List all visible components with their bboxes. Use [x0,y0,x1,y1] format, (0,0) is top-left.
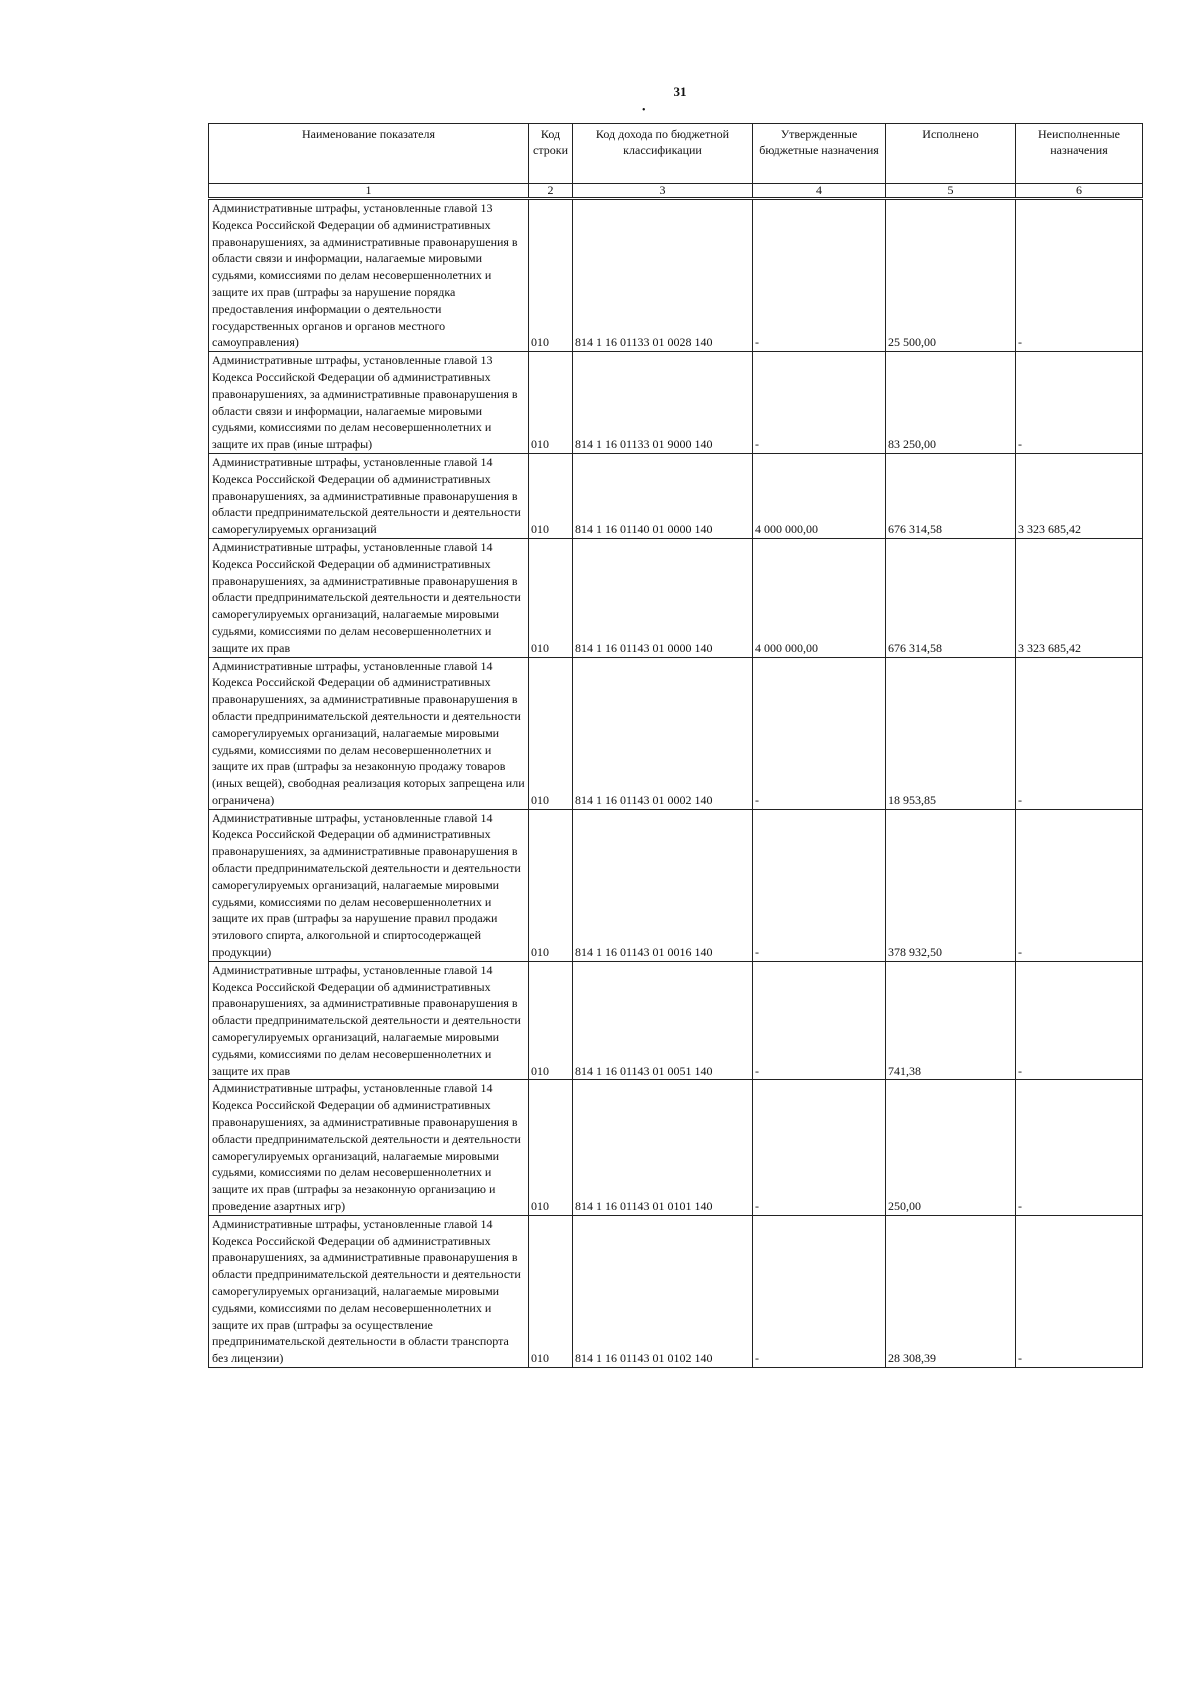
executed-amount: 741,38 [886,961,1016,1080]
line-code: 010 [529,352,573,454]
table-row [209,961,1143,1080]
column-number-row [209,184,1143,199]
executed-amount: 676 314,58 [886,538,1016,657]
column-number: 2 [529,184,573,199]
line-code: 010 [529,657,573,809]
indicator-name [209,809,529,961]
indicator-name [209,1215,529,1367]
approved-amount: - [753,657,886,809]
unexecuted-amount: - [1016,199,1143,352]
indicator-name [209,352,529,454]
unexecuted-amount: - [1016,657,1143,809]
header-row [209,124,1143,184]
unexecuted-amount: - [1016,352,1143,454]
approved-amount: - [753,809,886,961]
indicator-name-text: Административные штрафы, установленные главой 14 Кодекса Российской Федерации об административных правонарушениях, за административные правонарушения в области предпринимательской деятельности и деятельности саморегулируемых организаций, налагаемые мировыми судьями, комиссиями по делам несовершеннолетних и защите их прав [212,962,521,1078]
line-code: 010 [529,199,573,352]
indicator-name-text: Административные штрафы, установленные главой 14 Кодекса Российской Федерации об административных правонарушениях, за административные правонарушения в области предпринимательской деятельности и деятельности саморегулируемых организаций, налагаемые мировыми судьями, комиссиями по делам несовершеннолетних и защите их прав (штрафы за незаконную продажу товаров (иных вещей), свободная реализация которых запрещена или ограничена) [212,658,525,807]
unexecuted-amount: - [1016,809,1143,961]
executed-amount: 28 308,39 [886,1215,1016,1367]
executed-amount: 25 500,00 [886,199,1016,352]
indicator-name [209,961,529,1080]
line-code: 010 [529,538,573,657]
unexecuted-amount: - [1016,961,1143,1080]
scan-dot: • [642,105,646,116]
income-code: 814 1 16 01143 01 0002 140 [573,657,753,809]
line-code: 010 [529,1080,573,1215]
header-executed: Исполнено [886,124,1016,184]
column-number: 1 [209,184,529,199]
header-unexecuted: Неисполненные назначения [1016,124,1143,184]
income-code: 814 1 16 01133 01 0028 140 [573,199,753,352]
unexecuted-amount: 3 323 685,42 [1016,538,1143,657]
income-code: 814 1 16 01143 01 0000 140 [573,538,753,657]
executed-amount: 83 250,00 [886,352,1016,454]
approved-amount: - [753,1215,886,1367]
line-code: 010 [529,961,573,1080]
executed-amount: 250,00 [886,1080,1016,1215]
table-row [209,538,1143,657]
indicator-name [209,453,529,538]
table-row [209,453,1143,538]
table-row [209,809,1143,961]
header-indicator-name: Наименование показателя [209,124,529,184]
approved-amount: - [753,199,886,352]
indicator-name [209,199,529,352]
table-row [209,352,1143,454]
header-approved: Утвержденные бюджетные назначения [753,124,886,184]
executed-amount: 378 932,50 [886,809,1016,961]
indicator-name-text: Административные штрафы, установленные главой 14 Кодекса Российской Федерации об административных правонарушениях, за административные правонарушения в области предпринимательской деятельности и деятельности саморегулируемых организаций, налагаемые мировыми судьями, комиссиями по делам несовершеннолетних и защите их прав (штрафы за осуществление предпринимательской деятельности в области транспорта без лицензии) [212,1216,521,1366]
table-row [209,199,1143,352]
column-number: 4 [753,184,886,199]
column-number: 3 [573,184,753,199]
approved-amount: - [753,1080,886,1215]
unexecuted-amount: - [1016,1215,1143,1367]
approved-amount: 4 000 000,00 [753,453,886,538]
table-row [209,1215,1143,1367]
header-line-code: Код строки [529,124,573,184]
unexecuted-amount: - [1016,1080,1143,1215]
indicator-name-text: Административные штрафы, установленные главой 14 Кодекса Российской Федерации об административных правонарушениях, за административные правонарушения в области предпринимательской деятельности и деятельности саморегулируемых организаций, налагаемые мировыми судьями, комиссиями по делам несовершеннолетних и защите их прав [212,539,521,655]
indicator-name-text: Административные штрафы, установленные главой 14 Кодекса Российской Федерации об административных правонарушениях, за административные правонарушения в области предпринимательской деятельности и деятельности саморегулируемых организаций [212,454,521,537]
column-number: 6 [1016,184,1143,199]
indicator-name [209,1080,529,1215]
line-code: 010 [529,1215,573,1367]
income-code: 814 1 16 01133 01 9000 140 [573,352,753,454]
line-code: 010 [529,453,573,538]
line-code: 010 [529,809,573,961]
indicator-name-text: Административные штрафы, установленные главой 13 Кодекса Российской Федерации об административных правонарушениях, за административные правонарушения в области связи и информации, налагаемые мировыми судьями, комиссиями по делам несовершеннолетних и защите их прав (штрафы за нарушение порядка предоставления информации о деятельности государственных органов и органов местного самоуправления) [212,201,518,350]
table-row [209,657,1143,809]
income-code: 814 1 16 01143 01 0101 140 [573,1080,753,1215]
indicator-name-text: Административные штрафы, установленные главой 14 Кодекса Российской Федерации об административных правонарушениях, за административные правонарушения в области предпринимательской деятельности и деятельности саморегулируемых организаций, налагаемые мировыми судьями, комиссиями по делам несовершеннолетних и защите их прав (штрафы за нарушение правил продажи этилового спирта, алкогольной и спиртосодержащей продукции) [212,810,521,960]
income-code: 814 1 16 01140 01 0000 140 [573,453,753,538]
unexecuted-amount: 3 323 685,42 [1016,453,1143,538]
header-income-code: Код дохода по бюджетной классификации [573,124,753,184]
indicator-name-text: Административные штрафы, установленные главой 14 Кодекса Российской Федерации об административных правонарушениях, за административные правонарушения в области предпринимательской деятельности и деятельности саморегулируемых организаций, налагаемые мировыми судьями, комиссиями по делам несовершеннолетних и защите их прав (штрафы за незаконную организацию и проведение азартных игр) [212,1081,521,1214]
approved-amount: 4 000 000,00 [753,538,886,657]
revenue-table [208,123,1143,1368]
indicator-name [209,538,529,657]
executed-amount: 18 953,85 [886,657,1016,809]
income-code: 814 1 16 01143 01 0051 140 [573,961,753,1080]
indicator-name [209,657,529,809]
approved-amount: - [753,352,886,454]
indicator-name-text: Административные штрафы, установленные главой 13 Кодекса Российской Федерации об административных правонарушениях, за административные правонарушения в области связи и информации, налагаемые мировыми судьями, комиссиями по делам несовершеннолетних и защите их прав (иные штрафы) [212,353,518,452]
executed-amount: 676 314,58 [886,453,1016,538]
approved-amount: - [753,961,886,1080]
income-code: 814 1 16 01143 01 0016 140 [573,809,753,961]
page-number: 31 [673,84,687,99]
income-code: 814 1 16 01143 01 0102 140 [573,1215,753,1367]
column-number: 5 [886,184,1016,199]
table-row [209,1080,1143,1215]
